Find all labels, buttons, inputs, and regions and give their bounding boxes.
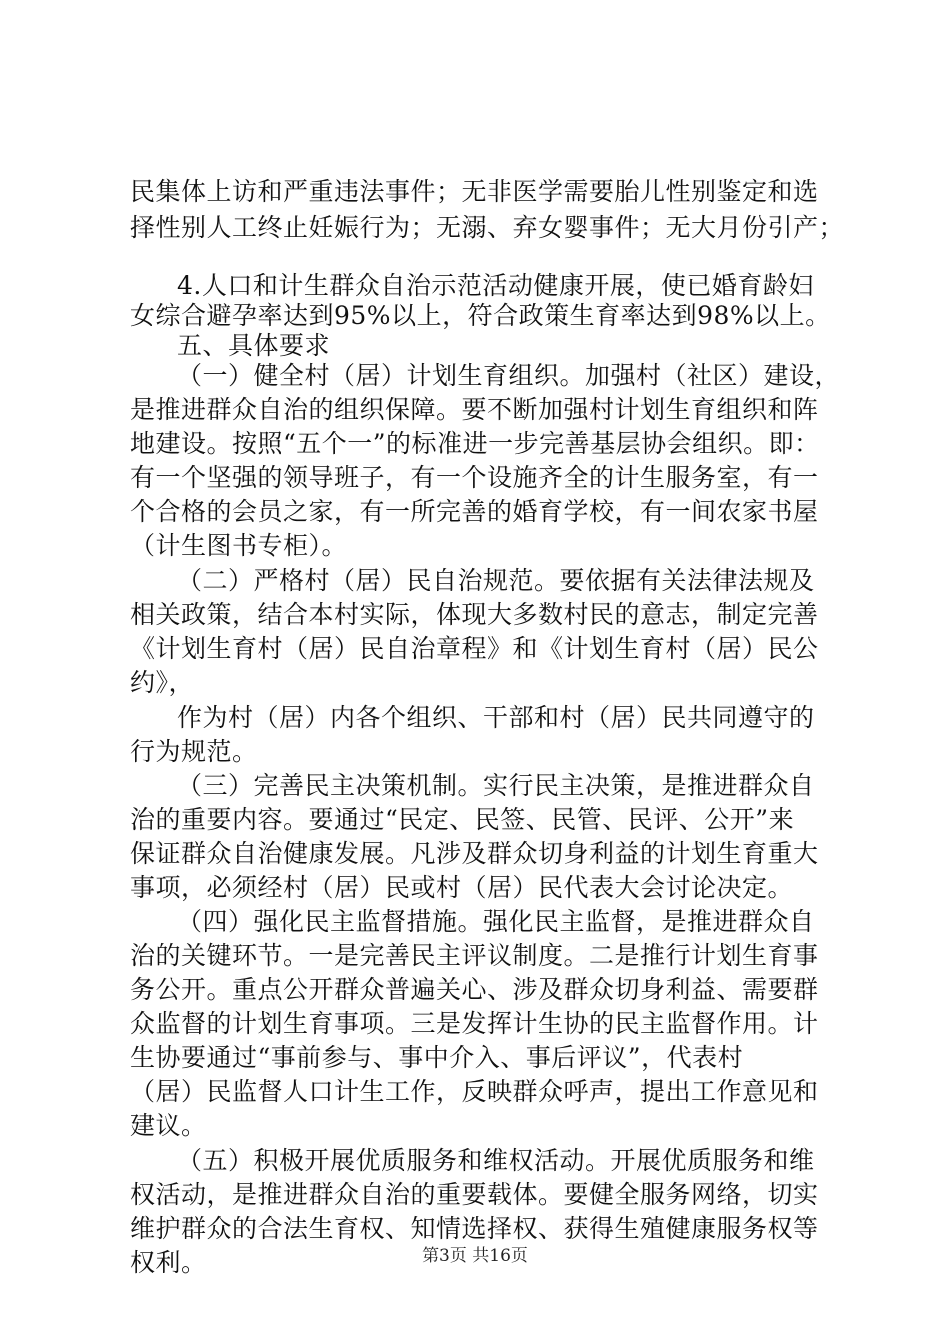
text-line: 维护群众的合法生育权、知情选择权、获得生殖健康服务权等: [130, 1214, 819, 1243]
text-line: 约》，: [130, 668, 195, 697]
text-line: 保证群众自治健康发展。凡涉及群众切身利益的计划生育重大: [130, 839, 819, 868]
text-line: 治的重要内容。要通过“民定、民签、民管、民评、公开”来: [130, 805, 795, 834]
text-line: 个合格的会员之家，有一所完善的婚育学校，有一间农家书屋: [130, 497, 819, 526]
text-line: （二）严格村（居）民自治规范。要依据有关法律法规及: [177, 566, 815, 595]
text-line: 相关政策，结合本村实际，体现大多数村民的意志，制定完善: [130, 600, 819, 629]
text-line: 权活动，是推进群众自治的重要载体。要健全服务网络，切实: [130, 1180, 819, 1209]
text-line: 4.人口和计生群众自治示范活动健康开展，使已婚育龄妇: [177, 271, 814, 300]
page-footer: 第3页 共16页: [422, 1246, 528, 1266]
text-line: 《计划生育村（居）民自治章程》和《计划生育村（居）民公: [130, 634, 819, 663]
text-line: 众监督的计划生育事项。三是发挥计生协的民主监督作用。计: [130, 1009, 819, 1038]
text-line: 有一个坚强的领导班子，有一个设施齐全的计生服务室，有一: [130, 463, 819, 492]
text-line: 行为规范。: [130, 737, 258, 766]
text-line: 务公开。重点公开群众普遍关心、涉及群众切身利益、需要群: [130, 975, 819, 1004]
text-line: 治的关键环节。一是完善民主评议制度。二是推行计划生育事: [130, 941, 819, 970]
text-line: （一）健全村（居）计划生育组织。加强村（社区）建设，: [177, 361, 841, 390]
text-line: （四）强化民主监督措施。强化民主监督，是推进群众自: [177, 907, 815, 936]
section-heading: 五、具体要求: [177, 331, 331, 360]
text-line: 是推进群众自治的组织保障。要不断加强村计划生育组织和阵: [130, 395, 819, 424]
text-line: （三）完善民主决策机制。实行民主决策，是推进群众自: [177, 771, 815, 800]
text-line: （计生图书专柜）。: [130, 531, 348, 560]
text-line: 民集体上访和严重违法事件；无非医学需要胎儿性别鉴定和选: [130, 177, 819, 206]
text-line: 地建设。按照“五个一”的标准进一步完善基层协会组织。即：: [130, 429, 820, 458]
text-line: 权利。: [130, 1248, 207, 1277]
text-line: 作为村（居）内各个组织、干部和村（居）民共同遵守的: [177, 703, 815, 732]
text-line: 建议。: [130, 1111, 207, 1140]
text-line: （居）民监督人口计生工作，反映群众呼声，提出工作意见和: [130, 1077, 819, 1106]
text-line: 择性别人工终止妊娠行为；无溺、弃女婴事件；无大月份引产；: [130, 213, 845, 242]
text-line: 生协要通过“事前参与、事中介入、事后评议”，代表村: [130, 1043, 744, 1072]
text-line: （五）积极开展优质服务和维权活动。开展优质服务和维: [177, 1146, 815, 1175]
text-line: 事项，必须经村（居）民或村（居）民代表大会讨论决定。: [130, 873, 794, 902]
text-line: 女综合避孕率达到95%以上，符合政策生育率达到98%以上。: [130, 301, 831, 330]
